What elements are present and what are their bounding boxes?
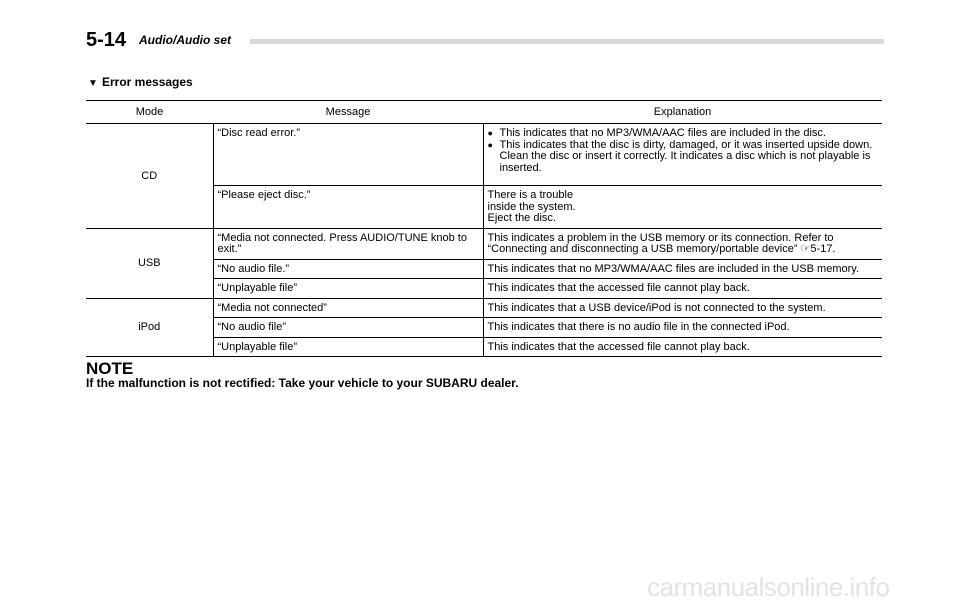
- explanation-cell: This indicates that there is no audio file in the connected iPod.: [483, 318, 882, 338]
- page-number: 5-14: [86, 29, 127, 51]
- section-title: Audio/Audio set: [139, 33, 231, 47]
- message-cell: “Unplayable file”: [213, 279, 483, 299]
- explanation-bullet: [488, 140, 879, 175]
- explanation-cell: This indicates that the accessed file cannot play back.: [483, 337, 882, 357]
- message-cell: “Media not connected. Press AUDIO/TUNE knob to exit.”: [213, 228, 483, 259]
- explanation-cell: [483, 124, 882, 186]
- message-cell: “Media not connected”: [213, 298, 483, 318]
- column-header-mode: Mode: [86, 101, 213, 124]
- mode-cell-ipod: iPod: [86, 298, 213, 357]
- note-text: If the malfunction is not rectified: Take your vehicle to your SUBARU dealer.: [86, 376, 519, 390]
- mode-cell-usb: USB: [86, 228, 213, 298]
- error-messages-table: [86, 100, 882, 357]
- page-header: [86, 27, 884, 53]
- message-cell: “No audio file.”: [213, 259, 483, 279]
- message-cell: “Please eject disc.”: [213, 186, 483, 229]
- bullet-icon: ●: [487, 139, 493, 150]
- explanation-cell: This indicates a problem in the USB memory or its connection. Refer to “Connecting and disconnecting a USB memory/portable device” ☞5-17.: [483, 228, 882, 259]
- bullet-icon: ●: [487, 128, 493, 138]
- bullet-text: This indicates that no MP3/WMA/AAC files are included in the disc.: [499, 127, 826, 139]
- table-row: [86, 298, 882, 318]
- explanation-bullet: [488, 128, 879, 140]
- message-cell: “No audio file”: [213, 318, 483, 338]
- mode-cell-cd: CD: [86, 124, 213, 229]
- note-title: NOTE: [86, 359, 134, 378]
- table-row: [86, 228, 882, 259]
- column-header-message: Message: [213, 101, 483, 124]
- column-header-explanation: Explanation: [483, 101, 882, 124]
- table-row: [86, 124, 882, 186]
- message-cell: “Disc read error.”: [213, 124, 483, 186]
- explanation-cell: This indicates that a USB device/iPod is not connected to the system.: [483, 298, 882, 318]
- heading-text: Error messages: [102, 75, 193, 89]
- header-rule: [250, 39, 884, 44]
- triangle-marker-icon: ▼: [88, 78, 98, 89]
- bullet-text: This indicates that the disc is dirty, damaged, or it was inserted upside down. Clean the disc or insert it correctly. It indicates a disc which is not playable is inserted.: [499, 138, 873, 174]
- watermark: carmanualsonline.info: [647, 572, 890, 602]
- table-header-row: [86, 101, 882, 124]
- section-heading: [88, 74, 193, 92]
- explanation-cell: This indicates that the accessed file cannot play back.: [483, 279, 882, 299]
- explanation-cell: This indicates that no MP3/WMA/AAC files are included in the USB memory.: [483, 259, 882, 279]
- message-cell: “Unplayable file”: [213, 337, 483, 357]
- explanation-cell: There is a trouble inside the system. Eject the disc.: [483, 186, 882, 229]
